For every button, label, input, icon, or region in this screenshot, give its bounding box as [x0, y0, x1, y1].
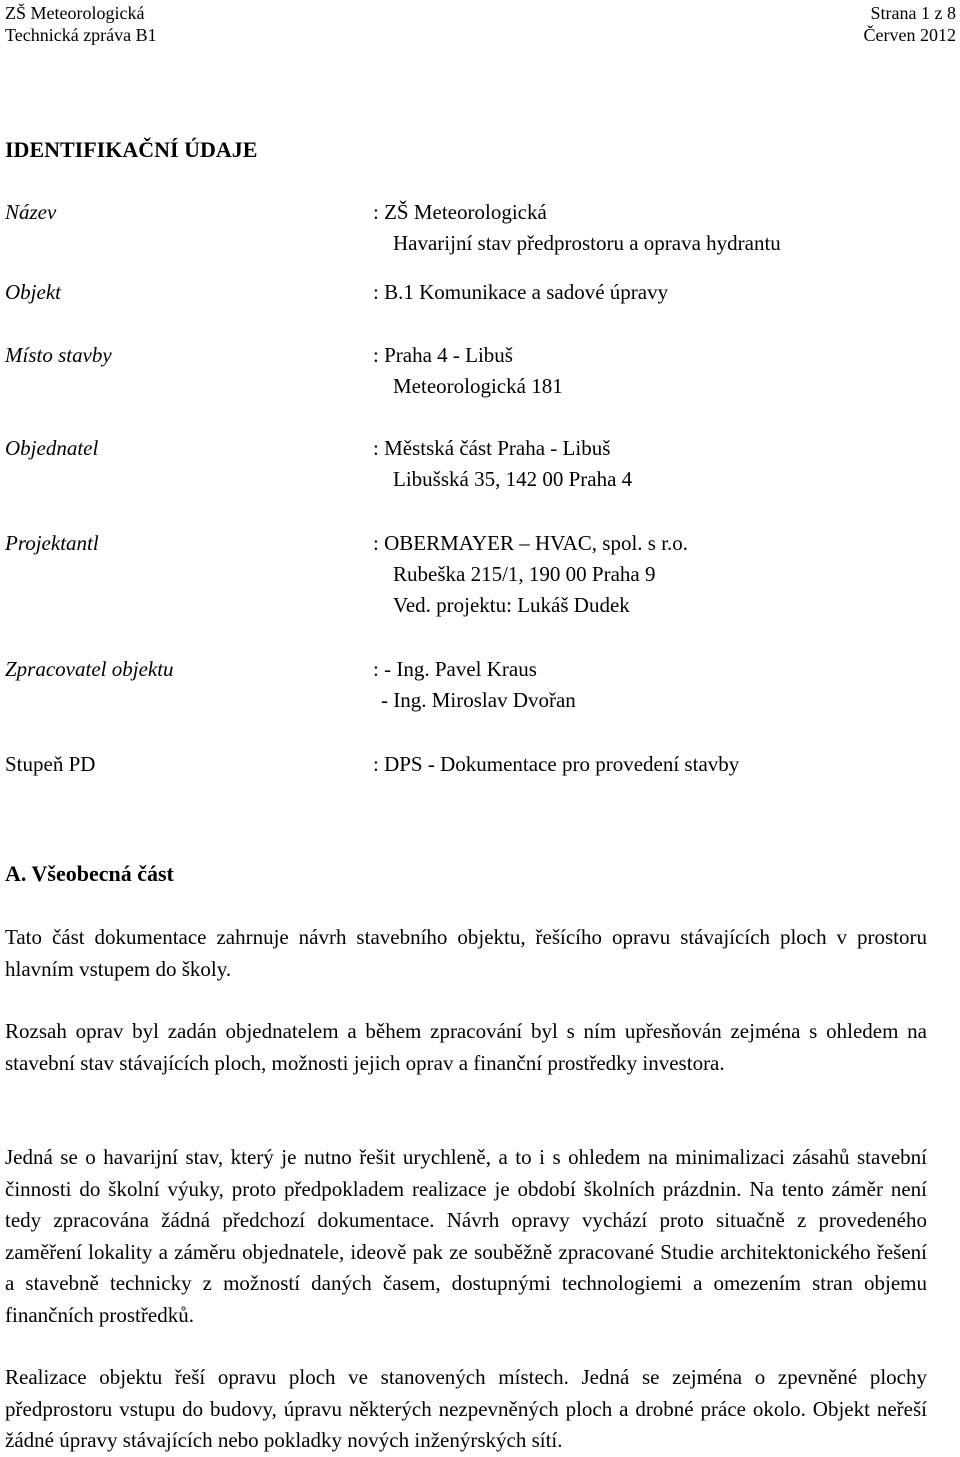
id-value-line: : B.1 Komunikace a sadové úpravy [373, 280, 669, 304]
id-value [373, 277, 668, 308]
id-label: Objekt [5, 280, 61, 304]
paragraph: Rozsah oprav byl zadán objednatelem a během zpracování byl s ním upřesňován zejména s ohledem na stavební stav stávajících ploch, možnosti jejich oprav a finanční prostředky investora. [5, 1019, 927, 1075]
id-value-line: Rubeška 215/1, 190 00 Praha 9 [393, 562, 656, 586]
id-label: Projektantl [5, 531, 99, 555]
id-value-line: Meteorologická 181 [393, 374, 563, 398]
paragraph: Tato část dokumentace zahrnuje návrh stavebního objektu, řešícího opravu stávajících ploch v prostoru hlavním vstupem do školy. [5, 925, 927, 981]
id-value [373, 433, 632, 495]
page-header-right [864, 2, 956, 46]
header-page-number: Strana 1 z 8 [870, 3, 956, 23]
id-label: Zpracovatel objektu [5, 657, 174, 681]
id-value [373, 528, 688, 621]
header-school-name: ZŠ Meteorologická [5, 3, 145, 23]
id-value-line: Ved. projektu: Lukáš Dudek [393, 593, 630, 617]
id-label: Místo stavby [5, 343, 112, 367]
id-value-line: - Ing. Miroslav Dvořan [381, 688, 576, 712]
section-a-heading: A. Všeobecná část [5, 861, 174, 886]
page-header-left [5, 2, 157, 46]
id-label: Stupeň PD [5, 752, 96, 776]
id-value [373, 340, 563, 402]
id-value-line: Libušská 35, 142 00 Praha 4 [393, 467, 633, 491]
id-value [373, 197, 781, 259]
id-value-line: : OBERMAYER – HVAC, spol. s r.o. [373, 531, 689, 555]
id-value-line: : - Ing. Pavel Kraus [373, 657, 537, 681]
header-date: Červen 2012 [863, 25, 956, 45]
id-value [373, 749, 739, 780]
id-label: Název [5, 200, 57, 224]
id-value-line: : Praha 4 - Libuš [373, 343, 513, 367]
paragraph: Realizace objektu řeší opravu ploch ve stanovených místech. Jedná se zejména o zpevněné plochy předprostoru vstupu do budovy, úpravu některých nezpevněných ploch a drobné práce okolo. Objekt neřeší žádné úpravy stávajících nebo pokladky nových inženýrských sítí. [5, 1365, 927, 1452]
id-value-line: : DPS - Dokumentace pro provedení stavby [373, 752, 740, 776]
identification-heading: IDENTIFIKAČNÍ ÚDAJE [5, 137, 258, 162]
header-report-name: Technická zpráva B1 [5, 25, 157, 45]
id-value-line: Havarijní stav předprostoru a oprava hydrantu [393, 231, 781, 255]
id-value-line: : ZŠ Meteorologická [373, 200, 547, 224]
id-value [373, 654, 576, 716]
paragraph: Jedná se o havarijní stav, který je nutno řešit urychleně, a to i s ohledem na minimalizaci zásahů stavební činnosti do školní výuky, proto předpokladem realizace je období školních prázdnin. Na tento záměr není tedy zpracována žádná předchozí dokumentace. Návrh opravy vychází proto situačně z provedeného zaměření lokality a záměru objednatele, ideově pak ze souběžně zpracované Studie architektonického řešení a stavebně technicky z možností daných časem, dostupnými technologiemi a omezením stran objemu finančních prostředků. [5, 1145, 927, 1327]
id-value-line: : Městská část Praha - Libuš [373, 436, 611, 460]
id-label: Objednatel [5, 436, 99, 460]
